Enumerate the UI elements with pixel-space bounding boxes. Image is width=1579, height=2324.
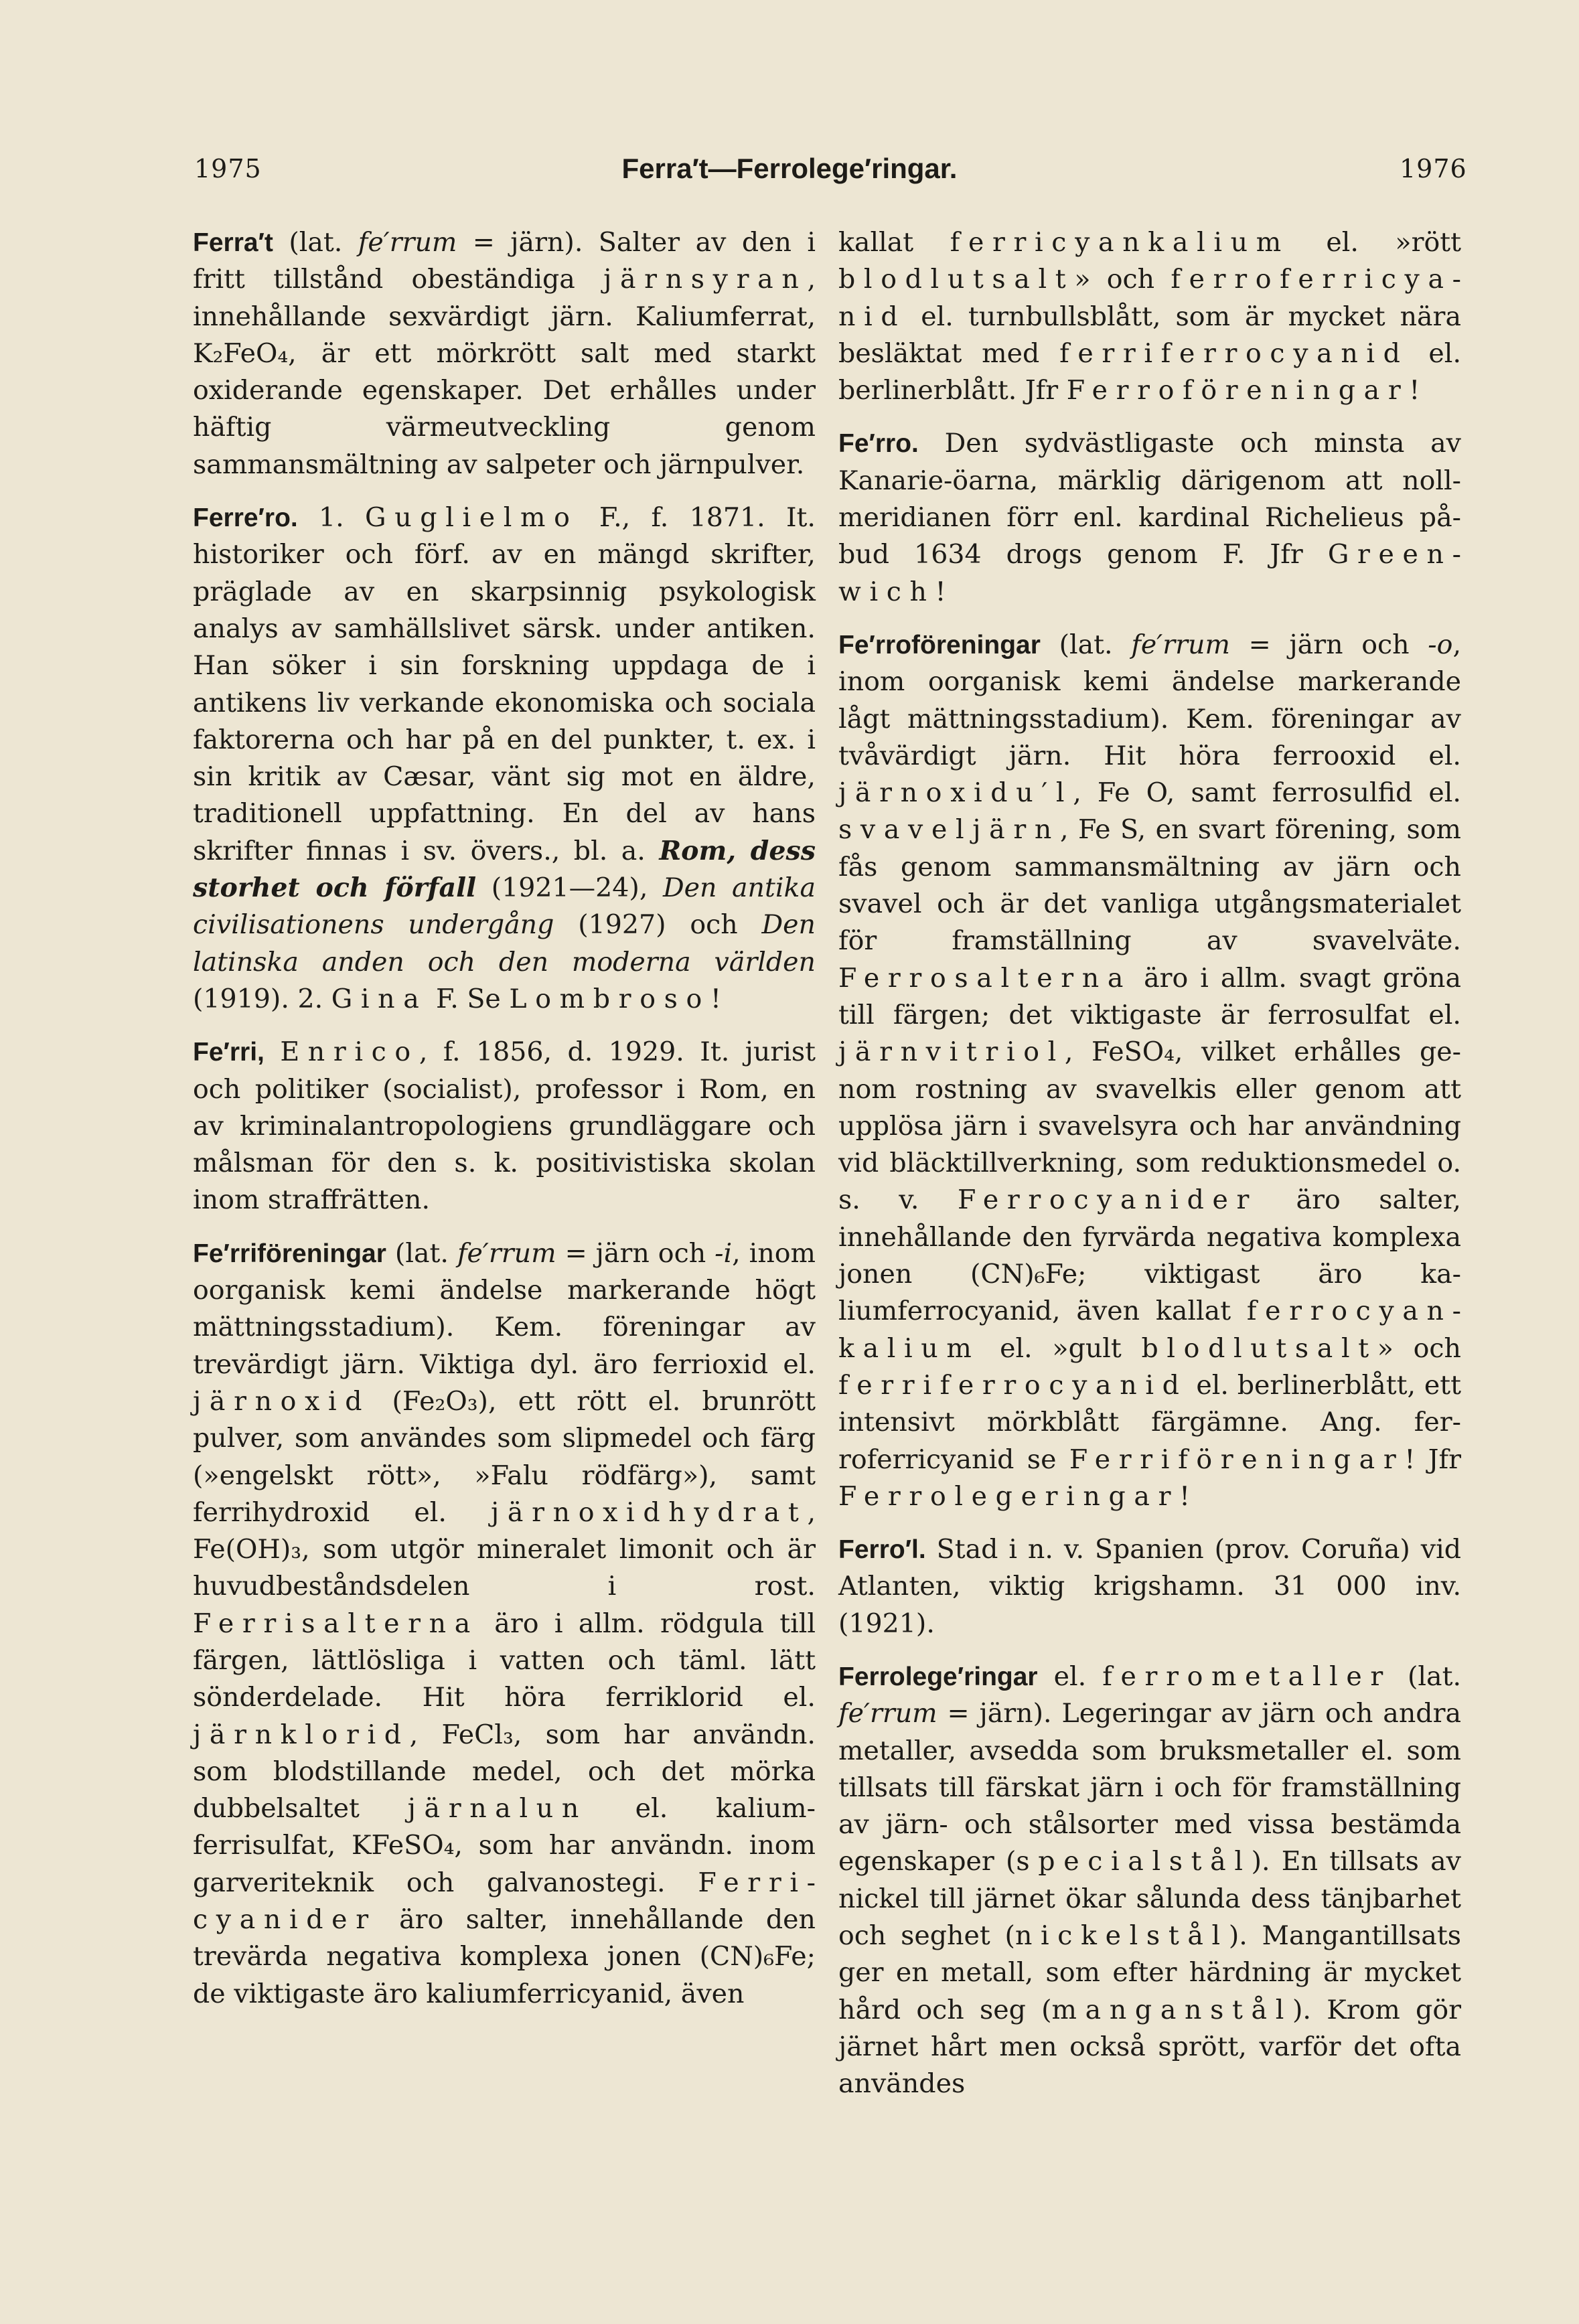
work-title: Den antika civilisationens undergång (193, 872, 816, 941)
spaced-term: ferroferricyanid (838, 264, 1461, 332)
headword: Fe′rroföreningar (838, 630, 1041, 660)
headword: Ferrolege′ringar (838, 1662, 1038, 1691)
work-title: Rom, dess storhet och förfall (193, 835, 816, 904)
entry-ferrat: Ferra′t (lat. fe′rrum = järn). Salter av den i fritt tillstånd obeständiga järnsyran, innehållande sexvärdigt järn. Kaliumferrat, K₂FeO₄, är ett mörkrött salt med starkt oxiderande egenskaper. Det erhålles under häftig värmeutveckling genom sammansmältning av salpeter och järnpulver. (193, 227, 816, 480)
running-head: Ferra′t—Ferrolege′ringar. (621, 153, 958, 184)
entry-ferrero: Ferre′ro. 1. Guglielmo F., f. 1871. It. historiker och förf. av en mängd skrifter, präglade av en skarpsinnig psykologisk analys av samhällslivet särsk. under antiken. Han söker i sin forskning uppdaga de i antikens liv verkande ekonomiska och sociala faktorerna och har på en del punkter, t. ex. i sin kritik av Cæsar, vänt sig mot en äldre, traditionell uppfattning. En del av hans skrifter finnas i sv. övers., bl. a. Rom, dess storhet och förfall (1921—24), Den antika civilisationens undergång (1927) och Den latinska anden och den moderna världen (1919). 2. Gina F. Se Lombroso! (193, 502, 816, 1014)
headword: Fe′rriföreningar (193, 1239, 386, 1268)
entry-ferroforeningar: Fe′rroföreningar (lat. fe′rrum = järn och -o, inom oorganisk kemi ändelse markerande lågt mättningsstadium). Kem. föreningar av tvåvärdigt järn. Hit höra ferrooxid el. järnoxidu′l, Fe O, samt ferrosulfid el. svaveljärn, Fe S, en svart förening, som fås genom sammansmältning av järn och svavel och är det vanliga utgångsmaterialet för framställning av svavelväte. Ferrosalterna äro i allm. svagt gröna till färgen; det viktigaste är ferrosulfat el. järnvitriol, FeSO₄, vilket erhålles genom rostning av svavelkis eller genom att upplösa järn i svavelsyra och har användning vid bläcktillverkning, som reduktionsmedel o. s. v. Ferrocyanider äro salter, innehållande den fyrvärda negativa komplexa jonen (CN)₆Fe; viktigast äro kaliumferrocyanid, även kallat ferrocyankalium el. »gult blodlutsalt» och ferriferrocyanid el. berlinerblått, ett intensivt mörkblått färgämne. Ang. ferroferricyanid se Ferriföreningar! Jfr Ferrolegeringar! (838, 629, 1461, 1512)
work-title: Den latinska anden och den moderna världen (193, 909, 816, 978)
spaced-term: specialstål (1016, 1846, 1252, 1877)
spaced-term: blodlutsalt (1141, 1332, 1377, 1364)
spaced-term: svaveljärn (838, 814, 1060, 846)
entry-ferriforeningar: Fe′rriföreningar (lat. fe′rrum = järn och -i, inom oorganisk kemi ändelse markerande högt mättningsstadium). Kem. föreningar av trevärdigt järn. Viktiga dyl. äro ferrioxid el. järnoxid (Fe₂O₃), ett rött el. brunrött pulver, som användes som slipmedel och färg (»engelskt rött», »Falu rödfärg»), samt ferrihydroxid el. järnoxidhydrat, Fe(OH)₃, som utgör mineralet limonit och är huvudbeståndsdelen i rost. Ferrisalterna äro i allm. rödgula till färgen, lättlösliga i vatten och täml. lätt sönderdelade. Hit höra ferriklorid el. järnklorid, FeCl₃, som har användn. som blodstillande medel, och det mörka dubbelsaltet järnalun el. kaliumferrisulfat, KFeSO₄, som har användn. inom garveriteknik och galvanostegi. Ferricyanider äro salter, innehållande den trevärda negativa komplexa jonen (CN)₆Fe; de viktigaste äro kaliumferricyanid, även (193, 1237, 816, 2009)
page-number-left: 1975 (194, 154, 262, 183)
headword: Fe′rro. (838, 429, 919, 459)
spaced-term: manganstål (1051, 1994, 1292, 2025)
spaced-term: Lombroso (509, 983, 710, 1014)
spaced-term: Enrico (280, 1036, 419, 1068)
entry-ferrolegeringar: Ferrolege′ringar el. ferrometaller (lat. fe′rrum = järn). Legeringar av järn och andra metaller, avsedda som bruksmetaller el. som tillsats till färskat järn i och för framställning av järn- och stålsorter med vissa bestämda egenskaper (specialstål). En tillsats av nickel till järnet ökar sålunda dess tänjbarhet och seghet (nickelstål). Mangantillsats ger en metall, som efter härdning är mycket hård och seg (manganstål). Krom gör järnet hårt men också sprött, varför det ofta användes (838, 1660, 1462, 2100)
headword: Ferro′l. (838, 1535, 926, 1565)
headword: Fe′rri, (193, 1038, 265, 1067)
spaced-term: blodlutsalt (838, 264, 1075, 295)
page-number-right: 1976 (1400, 154, 1467, 183)
spaced-term: järnvitriol (838, 1036, 1065, 1068)
spaced-term: Ferrocyanider (957, 1184, 1258, 1216)
spaced-term: Guglielmo (365, 502, 579, 534)
spaced-term: ferriferrocyanid (838, 1369, 1188, 1401)
spaced-term: järnklorid (193, 1719, 410, 1750)
headword: Ferre′ro. (193, 503, 298, 533)
spaced-term: Ferroföreningar (1066, 375, 1410, 406)
spaced-term: Ferrolegeringar (838, 1480, 1180, 1512)
entry-continuation: kallat ferricyankalium el. »rött blodlutsalt» och ferroferricyanid el. turnbullsblått, som är mycket nära besläktat med ferriferrocyanid el. berlinerblått. Jfr Ferroföreningar! (838, 227, 1462, 406)
left-column (193, 224, 816, 2029)
spaced-term: ferricyankalium (950, 227, 1290, 258)
spaced-term: nickelstål (1014, 1920, 1229, 1952)
spaced-term: Ferricyanider (193, 1867, 816, 1936)
spaced-term: järnoxidhydrat (491, 1496, 808, 1528)
spaced-term: järnoxid (193, 1385, 371, 1417)
spaced-term: Gina (331, 983, 428, 1014)
spaced-term: ferriferrocyanid (1059, 337, 1409, 369)
spaced-term: järnoxidu′l (838, 777, 1073, 809)
right-column (838, 224, 1461, 2119)
spaced-term: ferrometaller (1102, 1660, 1392, 1692)
spaced-term: ferrocyankalium (838, 1296, 1461, 1364)
spaced-term: Greenwich (838, 539, 1461, 607)
headword: Ferra′t (193, 228, 273, 257)
entry-ferri: Fe′rri, Enrico, f. 1856, d. 1929. It. jurist och politiker (socialist), professor i Rom, en av kriminalantropologiens grundläggare och målsman för den s. k. positivistiska skolan inom straffrätten. (193, 1036, 816, 1216)
spaced-term: Ferrosalterna (838, 962, 1132, 994)
spaced-term: Ferrisalterna (193, 1608, 479, 1639)
spaced-term: järnsyran (603, 264, 808, 295)
spaced-term: Ferriföreningar (1069, 1444, 1405, 1475)
entry-ferrol: Ferro′l. Stad i n. v. Spanien (prov. Coruña) vid Atlanten, viktig krigshamn. 31 000 inv. (1921). (838, 1534, 1461, 1639)
entry-ferro: Fe′rro. Den sydvästligaste och minsta av Kanarie-öarna, märklig därigenom att nollmeridianen förr enl. kardinal Richelieus påbud 1634 drogs genom F. Jfr Greenwich! (838, 428, 1461, 607)
spaced-term: järnalun (407, 1793, 587, 1825)
